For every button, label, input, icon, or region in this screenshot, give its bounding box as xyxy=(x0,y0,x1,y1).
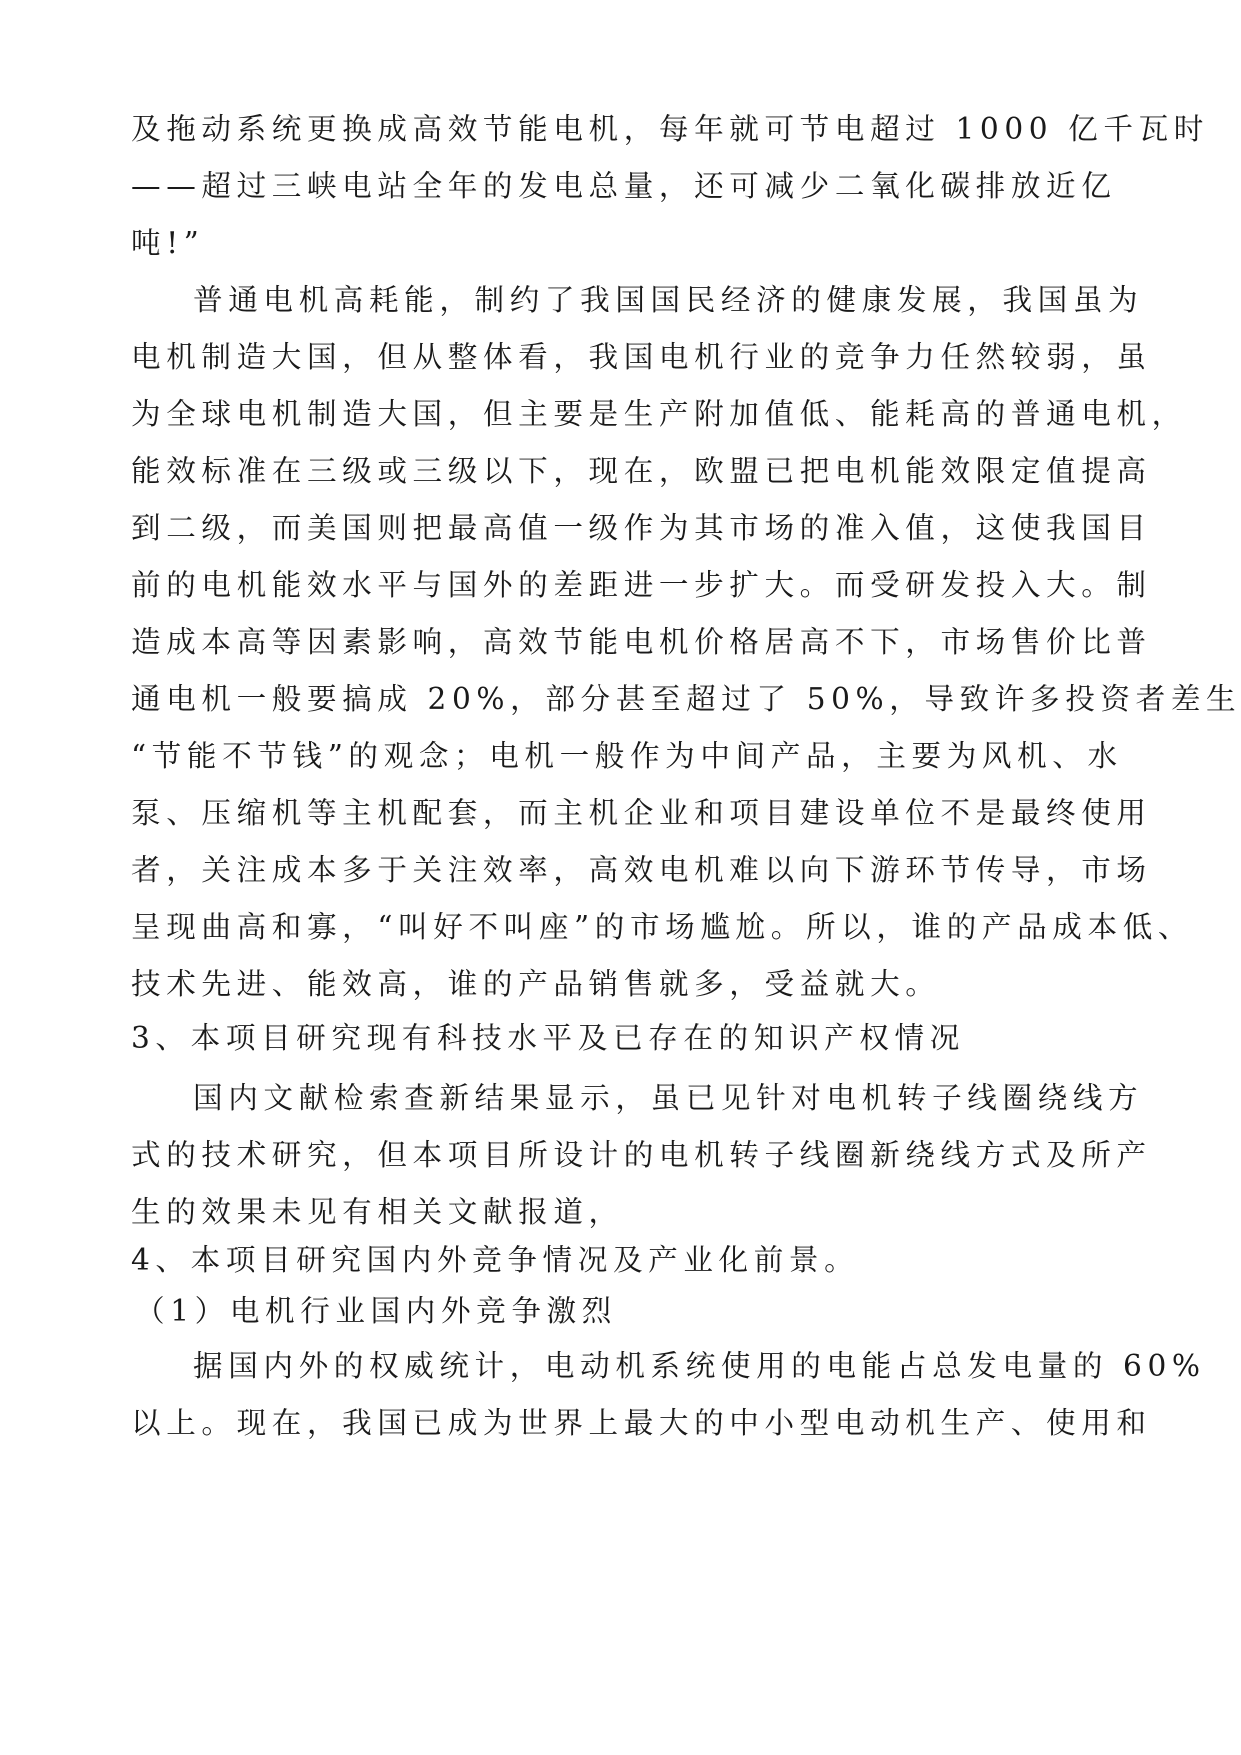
subsection-heading-1: （1）电机行业国内外竞争激烈 xyxy=(135,1294,617,1328)
section-heading-4: 4、本项目研究国内外竞争情况及产业化前景。 xyxy=(131,1243,860,1277)
text-line: 呈现曲高和寡，“叫好不叫座”的市场尴尬。所以，谁的产品成本低、 xyxy=(131,910,1194,944)
text-line: ——超过三峡电站全年的发电总量，还可减少二氧化碳排放近亿 xyxy=(131,169,1117,203)
paragraph-first-line: 普通电机高耗能，制约了我国国民经济的健康发展，我国虽为 xyxy=(193,283,1144,317)
text-line: 吨!” xyxy=(131,226,205,260)
text-line: 泵、压缩机等主机配套，而主机企业和项目建设单位不是最终使用 xyxy=(131,796,1152,830)
text-line: 前的电机能效水平与国外的差距进一步扩大。而受研发投入大。制 xyxy=(131,568,1152,602)
text-line: 以上。现在，我国已成为世界上最大的中小型电动机生产、使用和 xyxy=(131,1406,1152,1440)
text-line: “节能不节钱”的观念；电机一般作为中间产品，主要为风机、水 xyxy=(131,739,1123,773)
text-line: 电机制造大国，但从整体看，我国电机行业的竞争力任然较弱，虽 xyxy=(131,340,1152,374)
text-line: 技术先进、能效高，谁的产品销售就多，受益就大。 xyxy=(131,967,941,1001)
text-line: 造成本高等因素影响，高效节能电机价格居高不下，市场售价比普 xyxy=(131,625,1152,659)
section-heading-3: 3、本项目研究现有科技水平及已存在的知识产权情况 xyxy=(131,1021,965,1055)
paragraph-first-line: 据国内外的权威统计，电动机系统使用的电能占总发电量的 60% xyxy=(193,1349,1206,1383)
text-line: 能效标准在三级或三级以下，现在，欧盟已把电机能效限定值提高 xyxy=(131,454,1152,488)
text-line: 为全球电机制造大国，但主要是生产附加值低、能耗高的普通电机， xyxy=(131,397,1187,431)
text-line: 通电机一般要搞成 20%，部分甚至超过了 50%，导致许多投资者差生 xyxy=(131,682,1241,716)
text-line: 到二级，而美国则把最高值一级作为其市场的准入值，这使我国目 xyxy=(131,511,1152,545)
text-line: 者，关注成本多于关注效率，高效电机难以向下游环节传导，市场 xyxy=(131,853,1152,887)
text-line: 式的技术研究，但本项目所设计的电机转子线圈新绕线方式及所产 xyxy=(131,1138,1152,1172)
text-line: 生的效果未见有相关文献报道， xyxy=(131,1195,624,1229)
paragraph-first-line: 国内文献检索查新结果显示，虽已见针对电机转子线圈绕线方 xyxy=(193,1081,1144,1115)
text-line: 及拖动系统更换成高效节能电机，每年就可节电超过 1000 亿千瓦时 xyxy=(131,112,1209,146)
